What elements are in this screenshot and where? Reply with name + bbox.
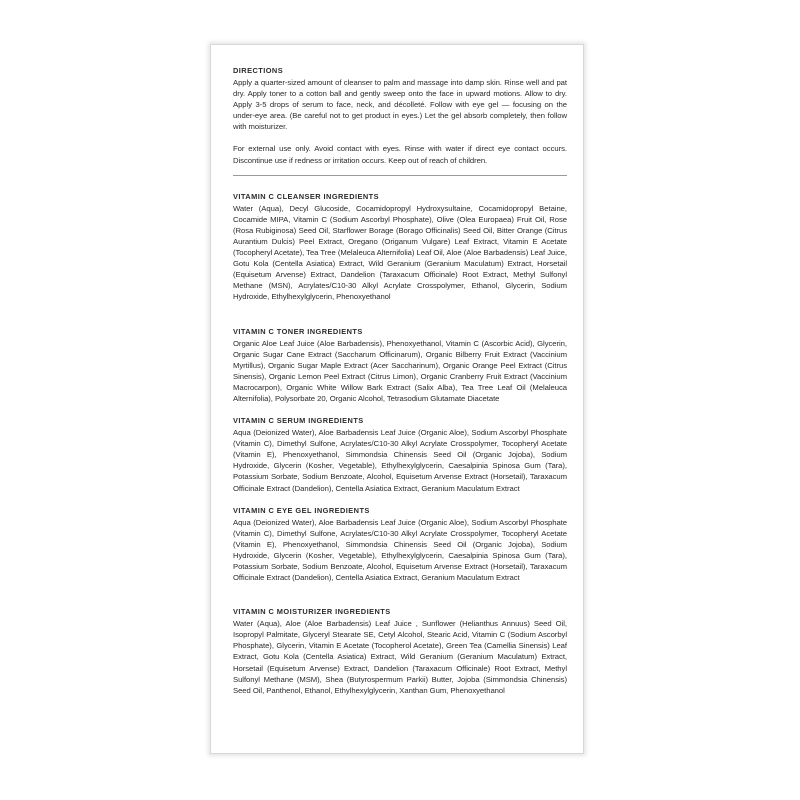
serum-ingredients-heading: VITAMIN C SERUM INGREDIENTS <box>233 416 364 426</box>
toner-ingredients-section <box>233 327 567 405</box>
serum-ingredients-text: Aqua (Deionized Water), Aloe Barbadensis Leaf Juice (Organic Aloe), Sodium Ascorbyl Phosphate (Vitamin C), Dimethyl Sulfone, Acrylates/C10-30 Alkyl Acrylate Crosspolymer, Tocopheryl Acetate (Vitamin E), Phenoxyethanol, Simmondsia Chinensis Seed Oil (Organic Jojoba), Sodium Hydroxide, Glycerin (Kosher, Vegetable), Ethylhexylglycerin, Caesalpinia Spinosa Gum (Tara), Potassium Sorbate, Sodium Benzoate, Alcohol, Equisetum Arvense Extract (Horsetail), Taraxacum Officinale Extract (Dandelion), Centella Asiatica Extract, Geranium Maculatum Extract <box>233 428 567 493</box>
serum-ingredients-section <box>233 416 567 494</box>
warning-text: For external use only. Avoid contact with eyes. Rinse with water if direct eye contact occurs. Discontinue use if redness or irritation occurs. Keep out of reach of children. <box>233 144 567 165</box>
cleanser-ingredients-heading: VITAMIN C CLEANSER INGREDIENTS <box>233 191 379 201</box>
directions-text: Apply a quarter-sized amount of cleanser to palm and massage into damp skin. Rinse well and pat dry. Apply toner to a cotton ball and gently sweep onto the face in upward motions. Allow to dry. Apply 3-5 drops of serum to face, neck, and décolleté. Follow with eye gel — focusing on the under-eye area. (Be careful not to get product in eyes.) Let the gel absorb completely, then follow with moisturizer. <box>233 78 567 132</box>
ingredients-card <box>210 44 584 754</box>
section-divider <box>233 175 567 176</box>
cleanser-ingredients-text: Water (Aqua), Decyl Glucoside, Cocamidopropyl Hydroxysultaine, Cocamidopropyl Betaine, Cocamide MIPA, Vitamin C (Sodium Ascorbyl Phosphate), Olive (Olea Europaea) Fruit Oil, Rose (Rosa Rubiginosa) Seed Oil, Starflower Borage (Borago Officinalis) Seed Oil, Bitter Orange (Citrus Aurantium Dulcis) Peel Extract, Oregano (Origanum Vulgare) Leaf Extract, Vitamin E Acetate (Tocopheryl Acetate), Tea Tree (Melaleuca Alternifolia) Leaf Oil, Aloe (Aloe Barbadensis) Leaf Juice, Gotu Kola (Centella Asiatica) Extract, Wild Geranium (Geranium Maculatum) Extract, Horsetail (Equisetum Arvense) Extract, Dandelion (Taraxacum Officinale) Root Extract, Methyl Sulfonyl Methane (MSN), Acrylates/C10-30 Alkyl Acrylate Crosspolymer, Ethanol, Glycerin, Sodium Hydroxide, Ethylhexylglycerin, Phenoxyethanol <box>233 203 567 302</box>
eye-gel-ingredients-text: Aqua (Deionized Water), Aloe Barbadensis Leaf Juice (Organic Aloe), Sodium Ascorbyl Phosphate (Vitamin C), Dimethyl Sulfone, Acrylates/C10-30 Alkyl Acrylate Crosspolymer, Tocopheryl Acetate (Vitamin E), Phenoxyethanol, Simmondsia Chinensis Seed Oil (Organic Jojoba), Sodium Hydroxide, Glycerin (Kosher, Vegetable), Ethylhexylglycerin, Caesalpinia Spinosa Gum (Tara), Potassium Sorbate, Sodium Benzoate, Alcohol, Equisetum Arvense Extract (Horsetail), Taraxacum Officinale Extract (Dandelion), Centella Asiatica Extract, Geranium Maculatum Extract <box>233 517 567 583</box>
cleanser-ingredients-section <box>233 192 567 303</box>
directions-heading: DIRECTIONS <box>233 66 284 75</box>
moisturizer-ingredients-section <box>233 607 567 696</box>
directions-section <box>233 66 567 166</box>
toner-ingredients-text: Organic Aloe Leaf Juice (Aloe Barbadensis), Phenoxyethanol, Vitamin C (Ascorbic Acid), Glycerin, Organic Sugar Cane Extract (Saccharum Officinarum), Organic Bilberry Fruit Extract (Vaccinium Myrtillus), Organic Sugar Maple Extract (Acer Saccharinum), Organic Orange Peel Extract (Citrus Sinensis), Organic Lemon Peel Extract (Citrus Limon), Organic Cranberry Fruit Extract (Vaccinium Macrocarpon), Organic White Willow Bark Extract (Salix Alba), Tea Tree Leaf Oil (Melaleuca Alternifolia), Polysorbate 20, Organic Alcohol, Tetrasodium Glutamate Diacetate <box>233 338 567 403</box>
card-content <box>233 66 567 696</box>
toner-ingredients-heading: VITAMIN C TONER INGREDIENTS <box>233 326 363 336</box>
eye-gel-ingredients-heading: VITAMIN C EYE GEL INGREDIENTS <box>233 505 370 515</box>
moisturizer-ingredients-text: Water (Aqua), Aloe (Aloe Barbadensis) Leaf Juice , Sunflower (Helianthus Annuus) Seed Oil, Isopropyl Palmitate, Glyceryl Stearate SE, Cetyl Alcohol, Stearic Acid, Vitamin C (Sodium Ascorbyl Phosphate), Glycerin, Vitamin E Acetate (Tocopherol Acetate), Green Tea (Camellia Sinensis) Leaf Extract, Gotu Kola (Centella Asiatica) Extract, Wild Geranium (Geranium Maculatum) Extract, Horsetail (Equisetum Arvense) Extract, Dandelion (Taraxacum Officinale) Root Extract, Methyl Sulfonyl Methane (MSM), Shea (Butyrospermum Parkii) Butter, Jojoba (Simmondsia Chinensis) Seed Oil, Panthenol, Ethanol, Ethylhexylglycerin, Xanthan Gum, Phenoxyethanol <box>233 619 567 695</box>
moisturizer-ingredients-heading: VITAMIN C MOISTURIZER INGREDIENTS <box>233 607 391 617</box>
eye-gel-ingredients-section <box>233 506 567 584</box>
